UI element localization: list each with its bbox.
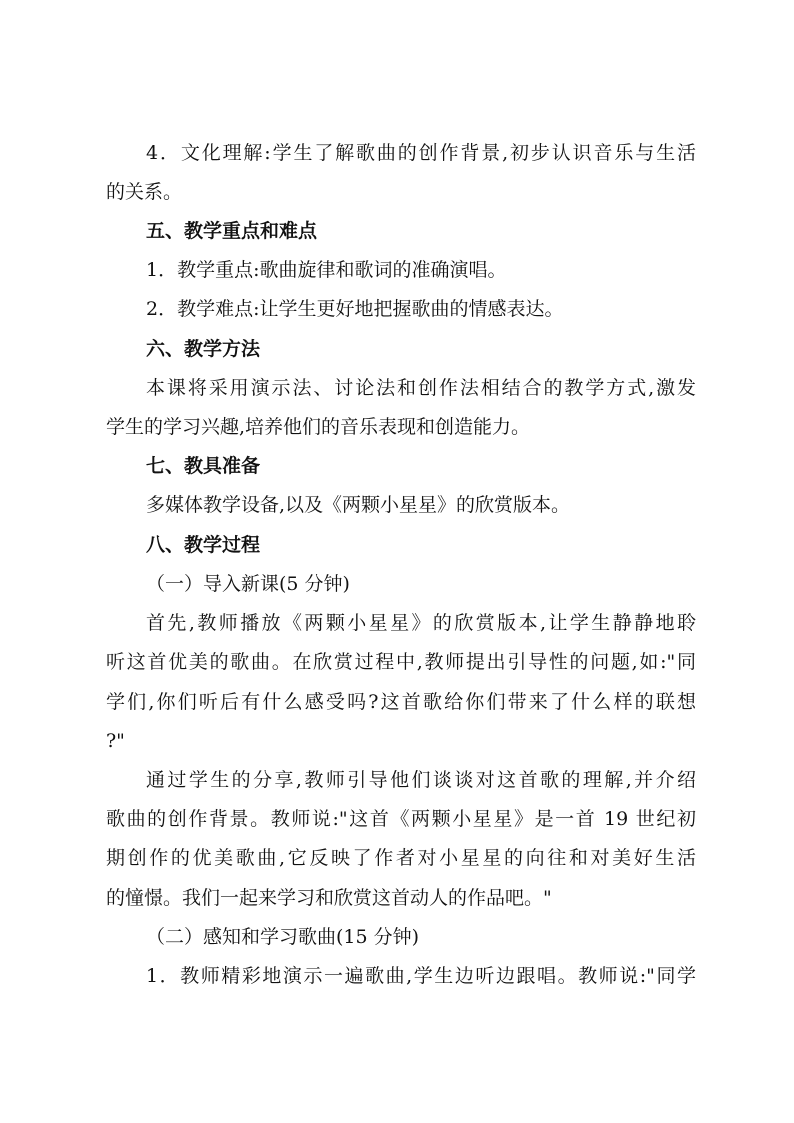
paragraph-line: 通过学生的分享,教师引导他们谈谈对这首歌的理解,并介绍: [146, 769, 696, 791]
paragraph-line: ?": [106, 730, 125, 752]
section-heading: 六、教学方法: [146, 338, 261, 360]
paragraph-line: 首先,教师播放《两颗小星星》的欣赏版本,让学生静静地聆: [146, 612, 696, 634]
paragraph-line: 听这首优美的歌曲。在欣赏过程中,教师提出引导性的问题,如:"同: [106, 651, 696, 673]
subsection-heading: （二）感知和学习歌曲(15 分钟): [146, 926, 420, 948]
paragraph-line: 歌曲的创作背景。教师说:"这首《两颗小星星》是一首 19 世纪初: [106, 808, 696, 830]
paragraph-line: 期创作的优美歌曲,它反映了作者对小星星的向往和对美好生活: [106, 847, 696, 869]
paragraph-line: 多媒体教学设备,以及《两颗小星星》的欣赏版本。: [146, 494, 571, 516]
paragraph-line: 1．教师精彩地演示一遍歌曲,学生边听边跟唱。教师说:"同学: [146, 965, 696, 987]
section-heading: 八、教学过程: [146, 534, 261, 556]
paragraph-line: 学们,你们听后有什么感受吗?这首歌给你们带来了什么样的联想: [106, 691, 696, 713]
paragraph-line: 1．教学重点:歌曲旋律和歌词的准确演唱。: [146, 259, 507, 281]
section-heading: 五、教学重点和难点: [146, 220, 318, 242]
paragraph-line: 4．文化理解:学生了解歌曲的创作背景,初步认识音乐与生活: [146, 142, 696, 164]
paragraph-line: 的憧憬。我们一起来学习和欣赏这首动人的作品吧。": [106, 887, 552, 909]
section-heading: 七、教具准备: [146, 455, 261, 477]
paragraph-line: 学生的学习兴趣,培养他们的音乐表现和创造能力。: [106, 416, 531, 438]
paragraph-line: 2．教学难点:让学生更好地把握歌曲的情感表达。: [146, 298, 564, 320]
paragraph-line: 本课将采用演示法、讨论法和创作法相结合的教学方式,激发: [146, 377, 696, 399]
paragraph-line: 的关系。: [106, 181, 183, 203]
subsection-heading: （一）导入新课(5 分钟): [146, 573, 350, 595]
